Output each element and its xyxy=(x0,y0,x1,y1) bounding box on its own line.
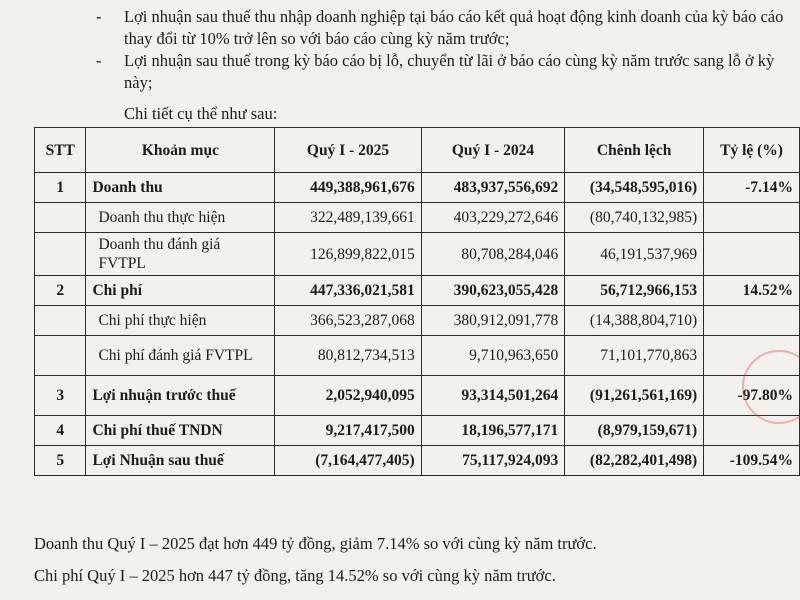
cell-q2024: 483,937,556,692 xyxy=(421,173,565,203)
table-row xyxy=(35,376,800,416)
cell-stt: 1 xyxy=(35,173,86,203)
bullet-text: Lợi nhuận sau thuế thu nhập doanh nghiệp tại báo cáo kết quả hoạt động kinh doanh của kỳ báo cáo thay đổi từ 10% trở lên so với báo cáo cùng kỳ năm trước; xyxy=(124,7,784,48)
cell-item: Chi phí xyxy=(86,276,275,306)
cell-item: Doanh thu thực hiện xyxy=(86,203,275,233)
financial-table xyxy=(34,127,800,476)
cell-ratio xyxy=(704,233,800,276)
bullet-item xyxy=(96,6,786,50)
summary-revenue: Doanh thu Quý I – 2025 đạt hơn 449 tỷ đồng, giảm 7.14% so với cùng kỳ năm trước. xyxy=(34,534,597,553)
cell-item: Doanh thu đánh giá FVTPL xyxy=(86,233,275,276)
cell-stt xyxy=(35,203,86,233)
cell-item: Lợi Nhuận sau thuế xyxy=(86,446,275,476)
cell-q2024: 75,117,924,093 xyxy=(421,446,565,476)
cell-q2024: 380,912,091,778 xyxy=(421,306,565,336)
cell-diff: (82,282,401,498) xyxy=(565,446,704,476)
cell-q2025: 80,812,734,513 xyxy=(275,336,421,376)
bullet-item xyxy=(96,50,786,94)
table-header-row xyxy=(35,128,800,173)
cell-diff: (14,388,804,710) xyxy=(565,306,704,336)
cell-q2025: 9,217,417,500 xyxy=(275,416,421,446)
cell-q2025: 126,899,822,015 xyxy=(275,233,421,276)
cell-ratio: -7.14% xyxy=(704,173,800,203)
table-row xyxy=(35,276,800,306)
table-row xyxy=(35,173,800,203)
cell-stt: 3 xyxy=(35,376,86,416)
summary-cost: Chi phí Quý I – 2025 hơn 447 tỷ đồng, tăng 14.52% so với cùng kỳ năm trước. xyxy=(34,566,556,585)
table-row xyxy=(35,233,800,276)
cell-stt: 2 xyxy=(35,276,86,306)
cell-item: Chi phí thực hiện xyxy=(86,306,275,336)
table-row xyxy=(35,416,800,446)
cell-q2025: 366,523,287,068 xyxy=(275,306,421,336)
cell-q2025: 449,388,961,676 xyxy=(275,173,421,203)
cell-ratio xyxy=(704,203,800,233)
header-item: Khoản mục xyxy=(86,128,275,173)
table-row xyxy=(35,446,800,476)
cell-stt: 4 xyxy=(35,416,86,446)
cell-stt xyxy=(35,306,86,336)
cell-ratio xyxy=(704,306,800,336)
cell-item: Chi phí đánh giá FVTPL xyxy=(86,336,275,376)
cell-stt: 5 xyxy=(35,446,86,476)
cell-diff: 56,712,966,153 xyxy=(565,276,704,306)
cell-item: Lợi nhuận trước thuế xyxy=(86,376,275,416)
cell-q2024: 80,708,284,046 xyxy=(421,233,565,276)
bullet-dash: - xyxy=(96,51,102,70)
cell-q2025: 447,336,021,581 xyxy=(275,276,421,306)
cell-diff: (8,979,159,671) xyxy=(565,416,704,446)
cell-q2024: 403,229,272,646 xyxy=(421,203,565,233)
bullet-text: Lợi nhuận sau thuế trong kỳ báo cáo bị lỗ, chuyển từ lãi ở báo cáo cùng kỳ năm trước sang lỗ ở kỳ này; xyxy=(124,51,775,92)
table-row xyxy=(35,336,800,376)
cell-item: Chi phí thuế TNDN xyxy=(86,416,275,446)
cell-ratio: -109.54% xyxy=(704,446,800,476)
cell-stt xyxy=(35,233,86,276)
header-ratio: Tỷ lệ (%) xyxy=(704,128,800,173)
table-row xyxy=(35,203,800,233)
cell-q2025: 2,052,940,095 xyxy=(275,376,421,416)
cell-q2024: 9,710,963,650 xyxy=(421,336,565,376)
cell-diff: (34,548,595,016) xyxy=(565,173,704,203)
cell-item: Doanh thu xyxy=(86,173,275,203)
cell-diff: 46,191,537,969 xyxy=(565,233,704,276)
intro-text: Chi tiết cụ thể như sau: xyxy=(124,104,278,123)
header-q2025: Quý I - 2025 xyxy=(275,128,421,173)
cell-q2024: 18,196,577,171 xyxy=(421,416,565,446)
cell-ratio: 14.52% xyxy=(704,276,800,306)
cell-ratio: -97.80% xyxy=(704,376,800,416)
cell-stt xyxy=(35,336,86,376)
bullet-dash: - xyxy=(96,7,102,26)
header-stt: STT xyxy=(35,128,86,173)
cell-diff: 71,101,770,863 xyxy=(565,336,704,376)
cell-q2025: (7,164,477,405) xyxy=(275,446,421,476)
cell-q2025: 322,489,139,661 xyxy=(275,203,421,233)
cell-q2024: 93,314,501,264 xyxy=(421,376,565,416)
cell-diff: (80,740,132,985) xyxy=(565,203,704,233)
cell-diff: (91,261,561,169) xyxy=(565,376,704,416)
header-diff: Chênh lệch xyxy=(565,128,704,173)
cell-q2024: 390,623,055,428 xyxy=(421,276,565,306)
header-q2024: Quý I - 2024 xyxy=(421,128,565,173)
table-row xyxy=(35,306,800,336)
bullet-list xyxy=(96,6,786,94)
